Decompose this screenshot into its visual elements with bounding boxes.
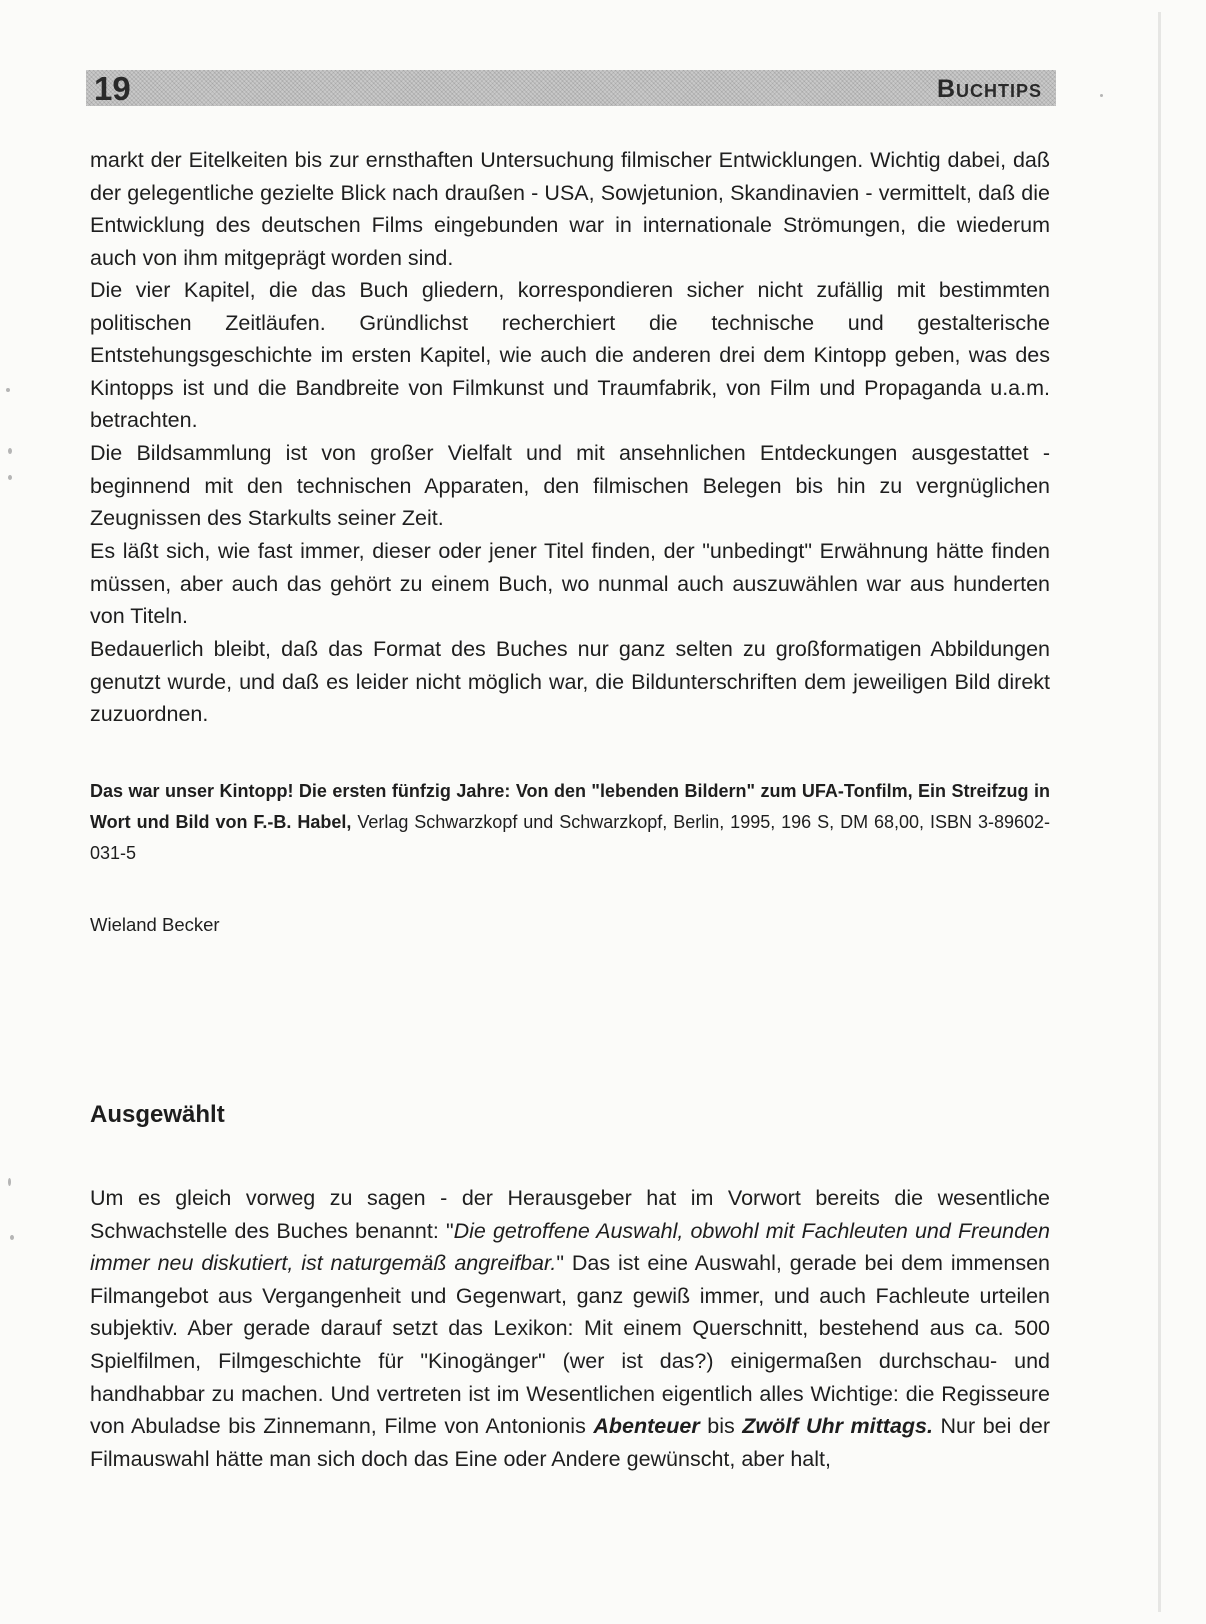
- review1-paragraph-4: Es läßt sich, wie fast immer, dieser oder jener Titel finden, der "unbedingt" Erwähnung hätte finden müssen, aber auch das gehört zu einem Buch, wo nunmal auch auszuwählen war aus hunderten von Titeln.: [90, 539, 1050, 629]
- review1-paragraph-5: Bedauerlich bleibt, daß das Format des Buches nur ganz selten zu großformatigen Abbildungen genutzt wurde, und daß es leider nicht möglich war, die Bildunterschriften dem jeweiligen Bild direkt zuzuordnen.: [90, 637, 1050, 727]
- bibliography: [90, 776, 1050, 869]
- film-title-zwoelf-uhr-mittags: Zwölf Uhr mittags.: [742, 1414, 933, 1439]
- review2-text-3: bis: [699, 1414, 743, 1439]
- section-title: Buchtips: [936, 75, 1042, 103]
- scan-speck: [8, 1178, 11, 1186]
- page-header-bar: [86, 70, 1056, 106]
- review2-paragraph: [90, 1182, 1050, 1475]
- scan-speck: [6, 388, 10, 392]
- review1-paragraph-1: markt der Eitelkeiten bis zur ernsthaften Untersuchung filmischer Entwicklungen. Wichtig dabei, daß der gelegentliche gezielte Blick nach draußen - USA, Sowjetunion, Skandinavien - vermittelt, daß die Entwicklung des deutschen Films eingebunden war in internationale Strömungen, die wiederum auch von ihm mitgeprägt worden sind.: [90, 148, 1050, 270]
- review1-paragraph-3: Die Bildsammlung ist von großer Vielfalt und mit ansehnlichen Entdeckungen ausgestattet - beginnend mit den technischen Apparaten, den filmischen Belegen bis hin zu vergnüglichen Zeugnissen des Starkults seiner Zeit.: [90, 441, 1050, 531]
- review1-paragraph-2: Die vier Kapitel, die das Buch gliedern, korrespondieren sicher nicht zufällig mit bestimmten politischen Zeitläufen. Gründlichst recherchiert die technische und gestalterische Entstehungsgeschichte im ersten Kapitel, wie auch die anderen drei dem Kintopp geben, was des Kintopps ist und die Bandbreite von Filmkunst und Traumfabrik, von Film und Propaganda u.a.m. betrachten.: [90, 278, 1050, 433]
- review2-text-2: " Das ist eine Auswahl, gerade bei dem immensen Filmangebot aus Vergangenheit und Gegenwart, ganz gewiß immer, und auch Fachleute urteilen subjektiv. Aber gerade darauf setzt das Lexikon: Mit einem Querschnitt, bestehend aus ca. 500 Spielfilmen, Filmgeschichte für "Kinogänger" (wer ist das?) einigermaßen durchschau- und handhabbar zu machen. Und vertreten ist im Wesentlichen eigentlich alles Wichtige: die Regisseure von Abuladse bis Zinnemann, Filme von Antonionis: [90, 1251, 1050, 1439]
- scan-speck: [8, 448, 12, 454]
- bibliography-title: Das war unser Kintopp! Die ersten fünfzig Jahre: Von den "lebenden Bildern" zum UFA-Tonfilm, Ein Streifzug in Wort und Bild von F.-B. Habel,: [90, 781, 1050, 832]
- section-heading: Ausgewählt: [90, 1101, 225, 1128]
- scan-speck: [8, 475, 12, 480]
- page-number: 19: [94, 70, 131, 107]
- film-title-abenteuer: Abenteuer: [593, 1414, 700, 1439]
- review2-quote: Die getroffene Auswahl, obwohl mit Fachleuten und Freunden immer neu diskutiert, ist naturgemäß angreifbar.: [90, 1218, 1050, 1276]
- bibliography-publisher: Verlag Schwarzkopf und Schwarzkopf, Berlin, 1995, 196 S, DM 68,00, ISBN 3-89602-031-5: [90, 812, 1050, 863]
- review-author: Wieland Becker: [90, 914, 220, 935]
- review2-text-4: Nur bei der Filmauswahl hätte man sich doch das Eine oder Andere gewünscht, aber halt,: [90, 1414, 1051, 1471]
- scan-speck: [1100, 94, 1103, 97]
- review2-text-1: Um es gleich vorweg zu sagen - der Herausgeber hat im Vorwort bereits die wesentliche Schwachstelle des Buches benannt: ": [90, 1186, 1050, 1243]
- page-edge: [1158, 12, 1161, 1612]
- scan-speck: [10, 1235, 14, 1240]
